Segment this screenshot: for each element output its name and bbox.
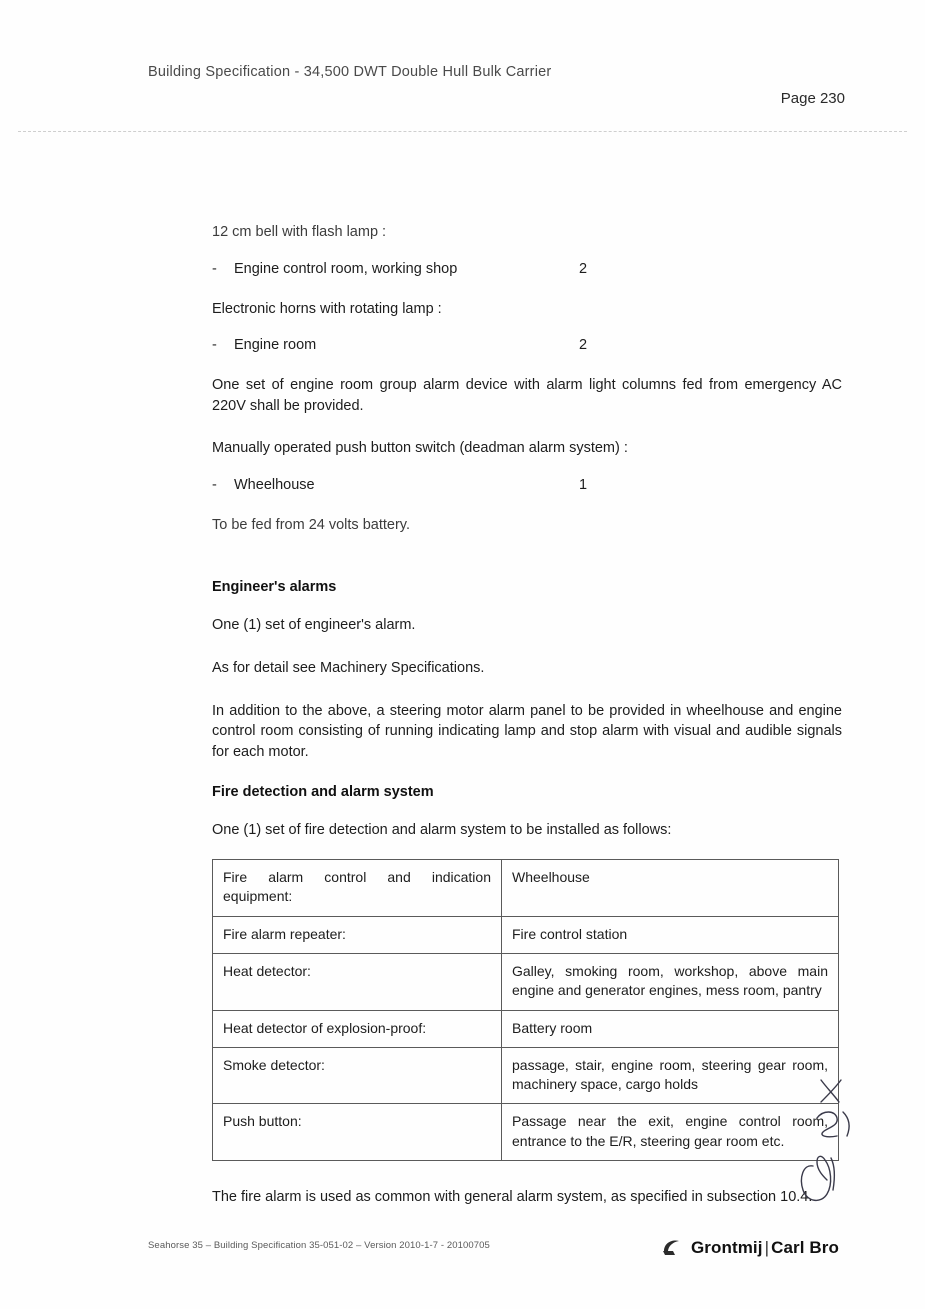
table-cell-label: Push button: bbox=[213, 1104, 502, 1161]
header-title: Building Specification - 34,500 DWT Double Hull Bulk Carrier bbox=[148, 64, 552, 80]
list-item bbox=[212, 477, 842, 493]
footer-reference: Seahorse 35 – Building Specification 35-051-02 – Version 2010-1-7 - 20100705 bbox=[148, 1240, 490, 1251]
engineers-alarms-paragraph-1: One (1) set of engineer's alarm. bbox=[212, 617, 416, 634]
battery-note-text: To be fed from 24 volts battery. bbox=[212, 516, 410, 533]
table-cell-value: passage, stair, engine room, steering gear room, machinery space, cargo holds bbox=[502, 1047, 839, 1104]
brand-primary: Grontmij bbox=[690, 1238, 763, 1257]
fire-detection-table bbox=[212, 859, 839, 1161]
table-row bbox=[213, 1010, 839, 1047]
table-cell-value: Battery room bbox=[502, 1010, 839, 1047]
list-item-quantity: 1 bbox=[579, 476, 588, 493]
horns-intro-text: Electronic horns with rotating lamp : bbox=[212, 300, 442, 317]
list-item bbox=[212, 261, 842, 277]
list-item-label: Engine room bbox=[234, 337, 317, 354]
table-row bbox=[213, 859, 839, 916]
table-row bbox=[213, 1104, 839, 1161]
section-heading-fire-detection: Fire detection and alarm system bbox=[212, 784, 434, 801]
bullet-dash-icon: - bbox=[212, 260, 217, 277]
table-cell-value: Passage near the exit, engine control room, entrance to the E/R, steering gear room etc. bbox=[502, 1104, 839, 1161]
table-cell-value: Galley, smoking room, workshop, above main engine and generator engines, mess room, pantry bbox=[502, 953, 839, 1010]
list-item-quantity: 2 bbox=[579, 260, 588, 277]
table-cell-label: Fire alarm repeater: bbox=[213, 916, 502, 953]
table-cell-label: Smoke detector: bbox=[213, 1047, 502, 1104]
section-heading-engineers-alarms: Engineer's alarms bbox=[212, 579, 337, 596]
list-item-label: Engine control room, working shop bbox=[234, 260, 458, 277]
engineers-alarms-paragraph-2: As for detail see Machinery Specifications. bbox=[212, 660, 485, 677]
table-cell-value: Wheelhouse bbox=[502, 859, 839, 916]
bell-intro-text: 12 cm bell with flash lamp : bbox=[212, 224, 387, 240]
page-number: Page 230 bbox=[780, 90, 845, 107]
list-item-quantity: 2 bbox=[579, 337, 588, 354]
brand-text bbox=[691, 1238, 839, 1258]
document-header bbox=[148, 64, 845, 107]
bullet-dash-icon: - bbox=[212, 337, 217, 354]
list-item-label: Wheelhouse bbox=[234, 476, 315, 493]
deadman-intro-text: Manually operated push button switch (deadman alarm system) : bbox=[212, 440, 628, 457]
fire-intro-text: One (1) set of fire detection and alarm system to be installed as follows: bbox=[212, 822, 672, 839]
brand-logo bbox=[661, 1237, 839, 1259]
list-item bbox=[212, 337, 842, 353]
table-cell-value: Fire control station bbox=[502, 916, 839, 953]
group-alarm-paragraph: One set of engine room group alarm device with alarm light columns fed from emergency AC 220V shall be provided. bbox=[212, 377, 842, 414]
brand-separator: | bbox=[764, 1238, 770, 1257]
table-cell-label: Fire alarm control and indication equipment: bbox=[213, 859, 502, 916]
table-cell-label: Heat detector of explosion-proof: bbox=[213, 1010, 502, 1047]
brand-secondary: Carl Bro bbox=[771, 1238, 839, 1257]
table-row bbox=[213, 916, 839, 953]
closing-paragraph: The fire alarm is used as common with general alarm system, as specified in subsection 10.4. bbox=[212, 1189, 813, 1206]
engineers-alarms-paragraph-3: In addition to the above, a steering motor alarm panel to be provided in wheelhouse and engine control room consisting of running indicating lamp and stop alarm with visual and audible signals for each motor. bbox=[212, 702, 842, 760]
header-divider bbox=[18, 131, 907, 132]
table-row bbox=[213, 1047, 839, 1104]
table-cell-label: Heat detector: bbox=[213, 953, 502, 1010]
table-row bbox=[213, 953, 839, 1010]
grontmij-mark-icon bbox=[661, 1237, 683, 1259]
document-body bbox=[212, 222, 842, 1230]
bullet-dash-icon: - bbox=[212, 476, 217, 493]
